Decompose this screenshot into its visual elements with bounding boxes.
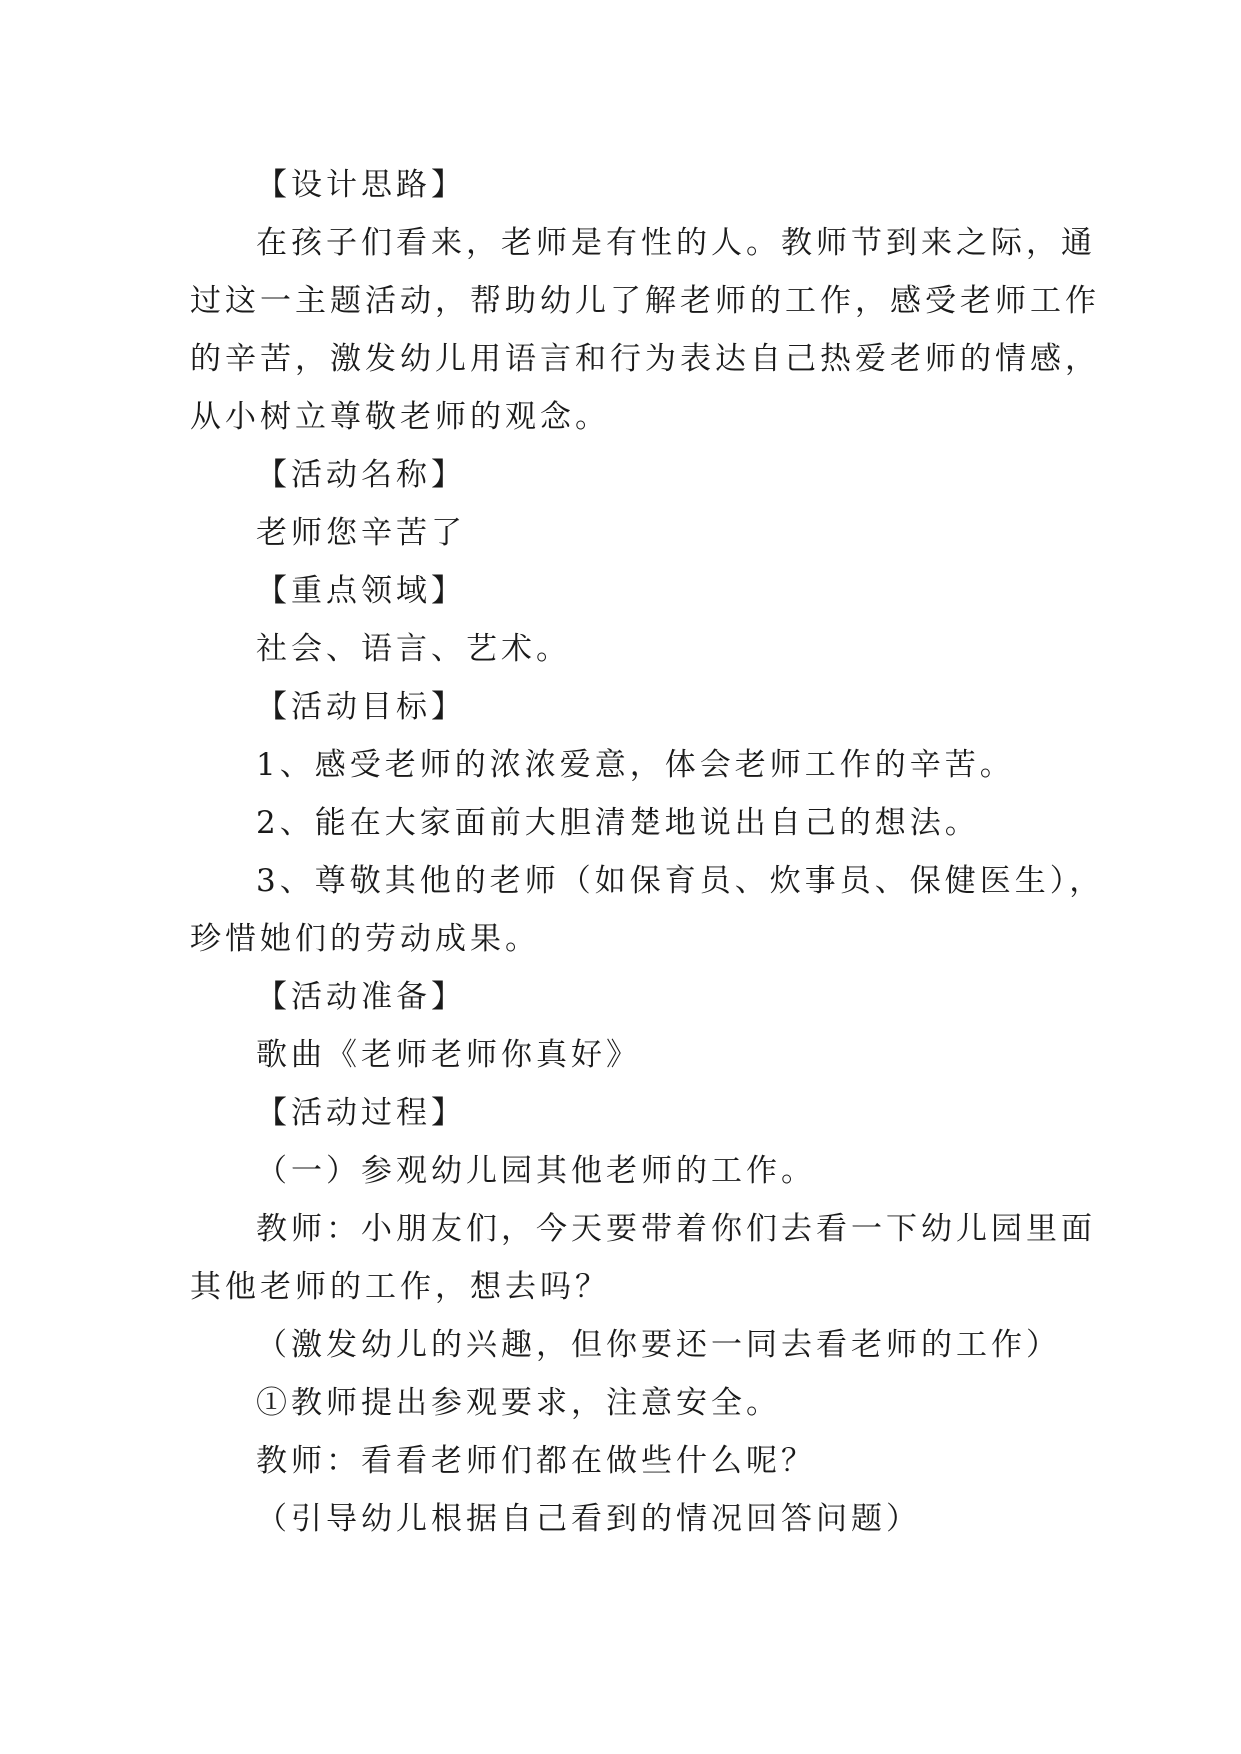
activity-goal-3-line-2: 珍惜她们的劳动成果。 (190, 921, 540, 957)
activity-goal-heading: 【活动目标】 (256, 689, 466, 725)
activity-name-text: 老师您辛苦了 (256, 515, 466, 551)
activity-goal-3-line-1: 3、尊敬其他的老师（如保育员、炊事员、保健医生）， (256, 863, 1105, 899)
design-heading: 【设计思路】 (256, 167, 466, 203)
focus-domain-text: 社会、语言、艺术。 (256, 631, 571, 667)
process-note-2: （引导幼儿根据自己看到的情况回答问题） (256, 1501, 921, 1537)
activity-name-heading: 【活动名称】 (256, 457, 466, 493)
process-step-1: （一）参观幼儿园其他老师的工作。 (256, 1153, 816, 1189)
process-note-1: （激发幼儿的兴趣，但你要还一同去看老师的工作） (256, 1327, 1061, 1363)
activity-goal-2: 2、能在大家面前大胆清楚地说出自己的想法。 (256, 805, 980, 841)
design-paragraph-line-4: 从小树立尊敬老师的观念。 (190, 399, 610, 435)
process-item-1: ①教师提出参观要求，注意安全。 (256, 1385, 781, 1421)
activity-process-heading: 【活动过程】 (256, 1095, 466, 1131)
activity-prep-heading: 【活动准备】 (256, 979, 466, 1015)
activity-goal-1: 1、感受老师的浓浓爱意，体会老师工作的辛苦。 (256, 747, 1015, 783)
focus-domain-heading: 【重点领域】 (256, 573, 466, 609)
design-paragraph-line-2: 过这一主题活动，帮助幼儿了解老师的工作，感受老师工作 (190, 283, 1100, 319)
teacher-line-1a: 教师：小朋友们，今天要带着你们去看一下幼儿园里面 (256, 1211, 1096, 1247)
activity-prep-text: 歌曲《老师老师你真好》 (256, 1037, 641, 1073)
teacher-line-1b: 其他老师的工作，想去吗？ (190, 1269, 610, 1305)
teacher-line-2: 教师：看看老师们都在做些什么呢？ (256, 1443, 816, 1479)
design-paragraph-line-3: 的辛苦，激发幼儿用语言和行为表达自己热爱老师的情感， (190, 341, 1100, 377)
design-paragraph-line-1: 在孩子们看来，老师是有性的人。教师节到来之际，通 (256, 225, 1096, 261)
